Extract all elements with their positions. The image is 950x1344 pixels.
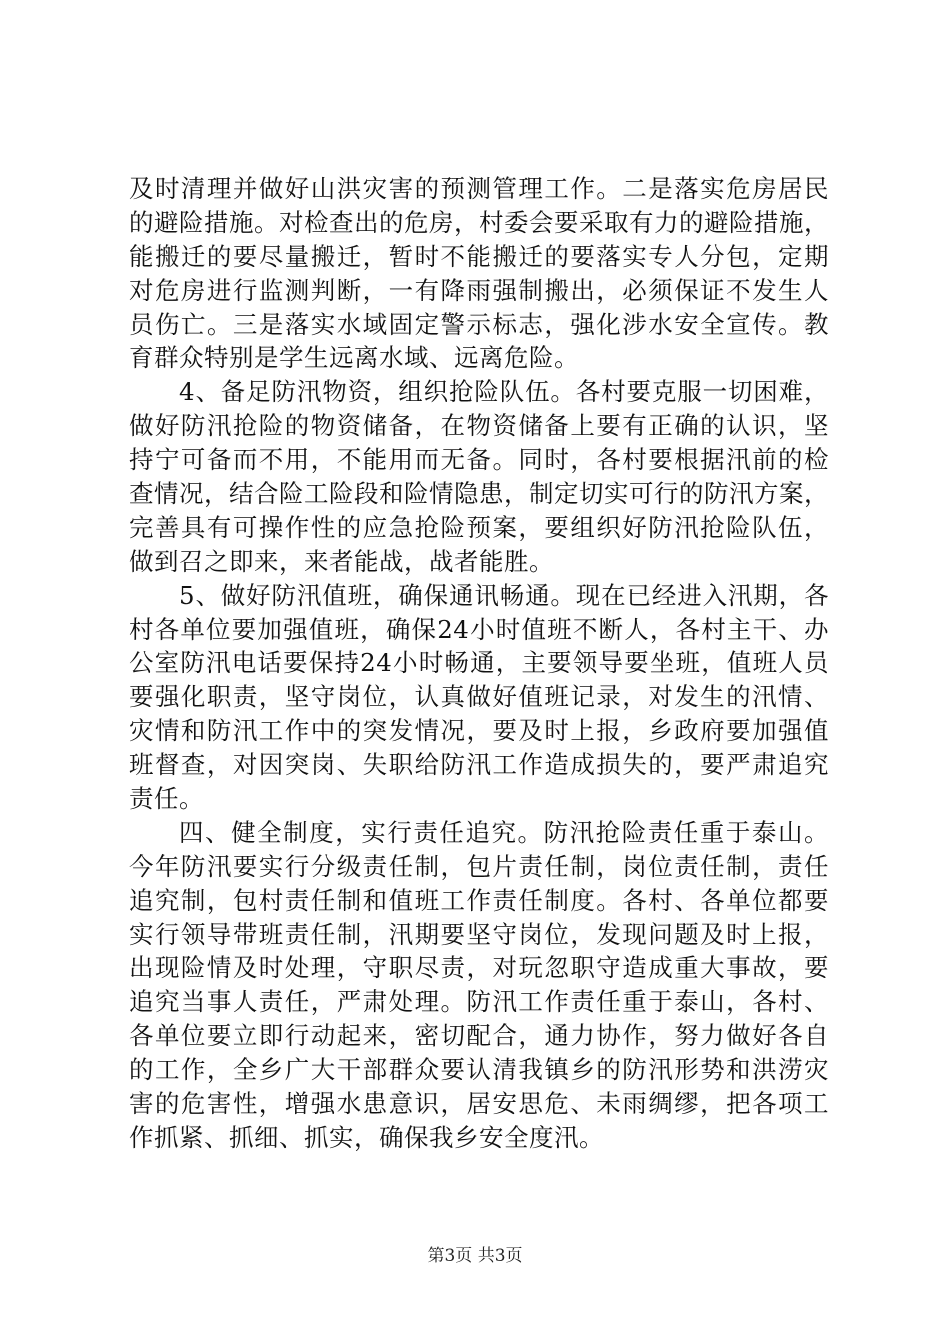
text-line: 能搬迁的要尽量搬迁，暂时不能搬迁的要落实专人分包，定期 — [129, 241, 829, 271]
text-line: 追究当事人责任，严肃处理。防汛工作责任重于泰山，各村、 — [129, 987, 829, 1017]
text-line: 的避险措施。对检查出的危房，村委会要采取有力的避险措施， — [129, 207, 829, 237]
text-line: 今年防汛要实行分级责任制，包片责任制，岗位责任制，责任 — [129, 851, 829, 881]
text-line: 公室防汛电话要保持24小时畅通，主要领导要坐班，值班人员 — [129, 648, 829, 678]
document-body — [129, 172, 829, 1155]
text-line: 对危房进行监测判断，一有降雨强制搬出，必须保证不发生人 — [129, 275, 829, 305]
text-line: 做到召之即来，来者能战，战者能胜。 — [129, 546, 554, 576]
paragraph-start-line: 4、备足防汛物资，组织抢险队伍。各村要克服一切困难， — [179, 377, 829, 407]
paragraph-start-line: 5、做好防汛值班，确保通讯畅通。现在已经进入汛期，各 — [179, 580, 829, 610]
text-line: 持宁可备而不用，不能用而无备。同时，各村要根据汛前的检 — [129, 445, 829, 475]
text-line: 灾情和防汛工作中的突发情况，要及时上报，乡政府要加强值 — [129, 716, 829, 746]
text-line: 要强化职责，坚守岗位，认真做好值班记录，对发生的汛情、 — [129, 682, 829, 712]
paragraph-start-line: 四、健全制度，实行责任追究。防汛抢险责任重于泰山。 — [179, 817, 829, 847]
text-line: 出现险情及时处理，守职尽责，对玩忽职守造成重大事故，要 — [129, 953, 829, 983]
page-number-footer: 第3页 共3页 — [427, 1246, 523, 1266]
text-line: 村各单位要加强值班，确保24小时值班不断人，各村主干、办 — [129, 614, 829, 644]
text-line: 实行领导带班责任制，汛期要坚守岗位，发现问题及时上报， — [129, 919, 829, 949]
text-line: 追究制，包村责任制和值班工作责任制度。各村、各单位都要 — [129, 885, 829, 915]
text-line: 做好防汛抢险的物资储备，在物资储备上要有正确的认识，坚 — [129, 411, 829, 441]
text-line: 的工作，全乡广大干部群众要认清我镇乡的防汛形势和洪涝灾 — [129, 1055, 829, 1085]
text-line: 害的危害性，增强水患意识，居安思危、未雨绸缪，把各项工 — [129, 1089, 829, 1119]
text-line: 作抓紧、抓细、抓实，确保我乡安全度汛。 — [129, 1122, 604, 1152]
text-line: 及时清理并做好山洪灾害的预测管理工作。二是落实危房居民 — [129, 174, 829, 203]
text-line: 完善具有可操作性的应急抢险预案，要组织好防汛抢险队伍， — [129, 512, 829, 542]
text-line: 各单位要立即行动起来，密切配合，通力协作，努力做好各自 — [129, 1021, 829, 1051]
text-line: 责任。 — [129, 784, 204, 814]
text-line: 员伤亡。三是落实水域固定警示标志，强化涉水安全宣传。教 — [129, 309, 829, 339]
text-line: 育群众特别是学生远离水域、远离危险。 — [129, 343, 579, 373]
text-line: 查情况，结合险工险段和险情隐患，制定切实可行的防汛方案， — [129, 479, 829, 509]
text-line: 班督查，对因突岗、失职给防汛工作造成损失的，要严肃追究 — [129, 750, 829, 780]
